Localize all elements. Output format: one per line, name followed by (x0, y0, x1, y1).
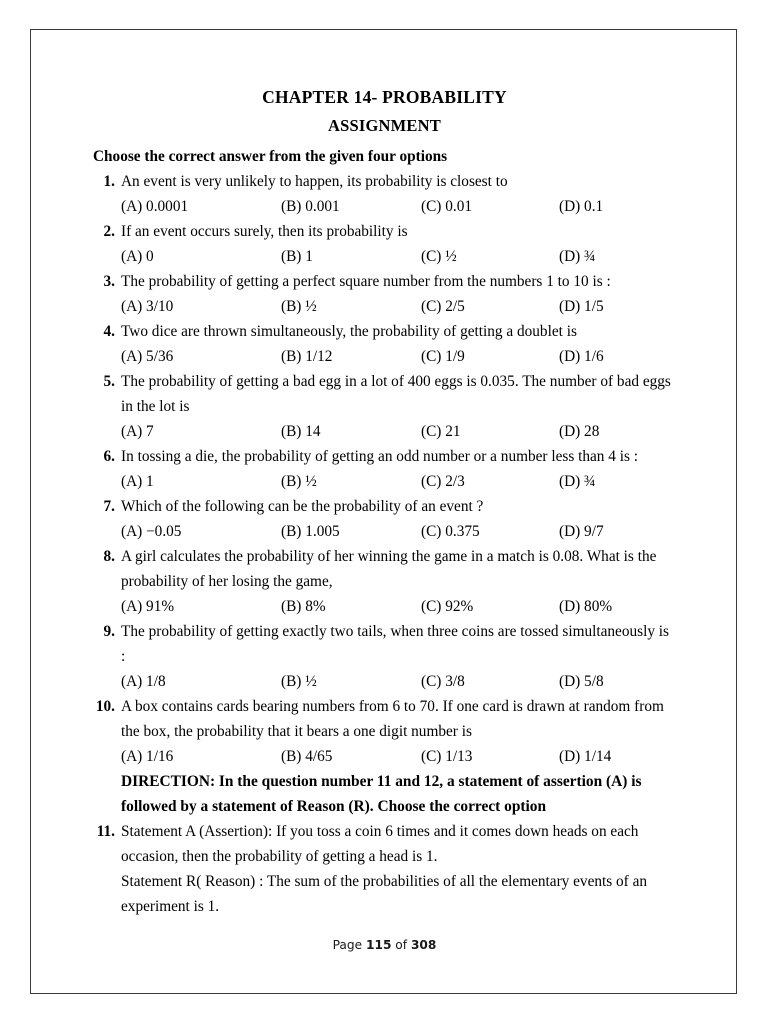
option-b[interactable]: (B) ½ (281, 298, 317, 315)
option-row (121, 294, 673, 319)
option-row (121, 419, 673, 444)
option-row (121, 744, 673, 769)
question-text: The probability of getting exactly two tails, when three coins are tossed simultaneously is : (121, 623, 670, 665)
page-footer (31, 938, 738, 952)
question-text: Which of the following can be the probability of an event ? (121, 498, 484, 515)
page-border (30, 29, 737, 994)
option-a[interactable]: (A) 91% (121, 598, 175, 615)
question-number: 5. (103, 373, 115, 390)
option-c[interactable]: (C) 2/5 (421, 298, 465, 315)
option-d[interactable]: (D) 28 (559, 423, 600, 440)
option-a[interactable]: (A) 3/10 (121, 298, 174, 315)
question-item (93, 219, 693, 269)
question-number: 4. (103, 323, 115, 340)
question-text: Two dice are thrown simultaneously, the probability of getting a doublet is (121, 323, 577, 340)
option-d[interactable]: (D) 5/8 (559, 673, 604, 690)
question-text: The probability of getting a perfect square number from the numbers 1 to 10 is : (121, 273, 611, 290)
option-a[interactable]: (A) 1/16 (121, 748, 174, 765)
option-b[interactable]: (B) 8% (281, 598, 326, 615)
option-b[interactable]: (B) ½ (281, 673, 317, 690)
question-number: 1. (103, 173, 115, 190)
option-b[interactable]: (B) 0.001 (281, 198, 340, 215)
option-b[interactable]: (B) 1 (281, 248, 313, 265)
option-d[interactable]: (D) 1/14 (559, 748, 612, 765)
option-d[interactable]: (D) 1/6 (559, 348, 604, 365)
option-c[interactable]: (C) 1/13 (421, 748, 473, 765)
option-d[interactable]: (D) ¾ (559, 248, 596, 265)
assertion-statement: Statement A (Assertion): If you toss a coin 6 times and it comes down heads on each occasion, then the probability of getting a head is 1. (121, 823, 639, 865)
option-a[interactable]: (A) 0 (121, 248, 154, 265)
option-a[interactable]: (A) 7 (121, 423, 154, 440)
option-d[interactable]: (D) 1/5 (559, 298, 604, 315)
direction-note: DIRECTION: In the question number 11 and 12, a statement of assertion (A) is followed by a statement of Reason (R). Choose the correct option (121, 773, 642, 815)
option-d[interactable]: (D) ¾ (559, 473, 596, 490)
question-item (93, 819, 693, 919)
option-c[interactable]: (C) 92% (421, 598, 474, 615)
footer-total-pages: 308 (410, 938, 437, 952)
question-number: 7. (103, 498, 115, 515)
question-number: 10. (95, 698, 115, 715)
option-row (121, 594, 673, 619)
question-text: In tossing a die, the probability of getting an odd number or a number less than 4 is : (121, 448, 639, 465)
option-b[interactable]: (B) 1.005 (281, 523, 340, 540)
question-number: 2. (103, 223, 115, 240)
footer-prefix: Page (332, 938, 366, 952)
question-item (93, 694, 693, 769)
question-item (93, 494, 693, 544)
option-c[interactable]: (C) 0.375 (421, 523, 480, 540)
option-c[interactable]: (C) 2/3 (421, 473, 465, 490)
option-row (121, 469, 673, 494)
option-row (121, 669, 673, 694)
question-number: 8. (103, 548, 115, 565)
option-a[interactable]: (A) 1/8 (121, 673, 166, 690)
option-row (121, 344, 673, 369)
option-b[interactable]: (B) ½ (281, 473, 317, 490)
question-text: If an event occurs surely, then its probability is (121, 223, 408, 240)
option-c[interactable]: (C) 21 (421, 423, 461, 440)
page-subtitle: ASSIGNMENT (328, 116, 441, 135)
option-d[interactable]: (D) 9/7 (559, 523, 604, 540)
question-number: 11. (96, 823, 115, 840)
question-text: An event is very unlikely to happen, its probability is closest to (121, 173, 508, 190)
page-content-area (31, 30, 738, 995)
question-text: A girl calculates the probability of her winning the game in a match is 0.08. What is the probability of her losing the game, (121, 548, 657, 590)
footer-page-number: 115 (365, 938, 392, 952)
option-d[interactable]: (D) 0.1 (559, 198, 604, 215)
assignment-body (93, 144, 693, 919)
option-row (121, 244, 673, 269)
reason-statement: Statement R( Reason) : The sum of the probabilities of all the elementary events of an experiment is 1. (121, 873, 648, 915)
option-c[interactable]: (C) 1/9 (421, 348, 465, 365)
question-item (93, 269, 693, 319)
question-item (93, 169, 693, 219)
option-c[interactable]: (C) ½ (421, 248, 457, 265)
question-item (93, 444, 693, 494)
option-d[interactable]: (D) 80% (559, 598, 613, 615)
option-a[interactable]: (A) −0.05 (121, 523, 182, 540)
option-b[interactable]: (B) 14 (281, 423, 321, 440)
page-title: CHAPTER 14- PROBABILITY (262, 87, 507, 107)
instruction-line: Choose the correct answer from the given four options (93, 148, 448, 165)
question-text: A box contains cards bearing numbers from 6 to 70. If one card is drawn at random from the box, the probability that it bears a one digit number is (121, 698, 664, 740)
option-row (121, 194, 673, 219)
question-item (93, 619, 693, 694)
option-b[interactable]: (B) 1/12 (281, 348, 333, 365)
footer-middle: of (391, 938, 411, 952)
question-item (93, 369, 693, 444)
option-b[interactable]: (B) 4/65 (281, 748, 333, 765)
option-a[interactable]: (A) 5/36 (121, 348, 174, 365)
question-number: 9. (103, 623, 115, 640)
question-number: 6. (103, 448, 115, 465)
option-c[interactable]: (C) 0.01 (421, 198, 472, 215)
question-item (93, 319, 693, 369)
option-a[interactable]: (A) 0.0001 (121, 198, 189, 215)
question-item (93, 544, 693, 619)
option-c[interactable]: (C) 3/8 (421, 673, 465, 690)
option-row (121, 519, 673, 544)
question-number: 3. (103, 273, 115, 290)
question-text: The probability of getting a bad egg in a lot of 400 eggs is 0.035. The number of bad eggs in the lot is (121, 373, 671, 415)
option-a[interactable]: (A) 1 (121, 473, 154, 490)
